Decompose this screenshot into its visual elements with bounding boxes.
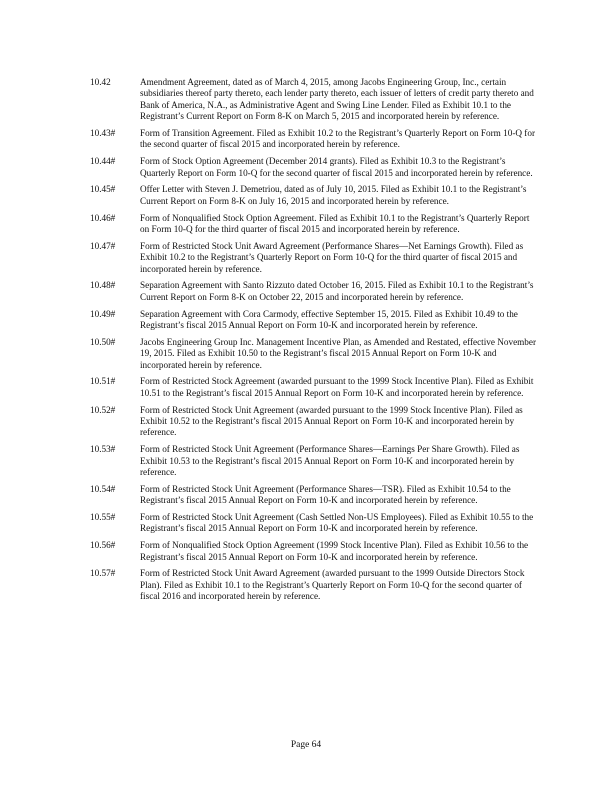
exhibit-entry <box>90 405 540 439</box>
exhibit-description: Form of Restricted Stock Unit Award Agreement (awarded pursuant to the 1999 Outside Directors Stock Plan). Filed as Exhibit 10.1 to the Registrant’s Quarterly Report on Form 10-Q for the second quarter of fiscal 2016 and incorporated herein by reference. <box>140 568 525 602</box>
exhibit-number: 10.57# <box>90 568 116 579</box>
exhibit-description: Form of Restricted Stock Unit Agreement (Performance Shares—Earnings Per Share Growth). Filed as Exhibit 10.53 to the Registrant’s fiscal 2015 Annual Report on Form 10-K and incorporated herein by reference. <box>140 444 520 478</box>
exhibit-entry <box>90 280 540 303</box>
exhibit-number: 10.52# <box>90 404 116 415</box>
exhibit-entry <box>90 77 540 123</box>
exhibit-number: 10.46# <box>90 212 116 223</box>
exhibit-description: Form of Nonqualified Stock Option Agreement (1999 Stock Incentive Plan). Filed as Exhibit 10.56 to the Registrant’s fiscal 2015 Annual Report on Form 10-K and incorporated herein by reference. <box>140 540 529 562</box>
exhibit-entry <box>90 213 540 236</box>
exhibit-entry <box>90 337 540 371</box>
exhibit-description: Offer Letter with Steven J. Demetriou, dated as of July 10, 2015. Filed as Exhibit 10.1 to the Registrant’s Current Report on Form 8-K on July 16, 2015 and incorporated herein by reference. <box>140 184 527 206</box>
exhibit-entry <box>90 376 540 399</box>
exhibit-entry <box>90 309 540 332</box>
exhibit-description: Form of Restricted Stock Unit Agreement (Performance Shares—TSR). Filed as Exhibit 10.54 to the Registrant’s fiscal 2015 Annual Report on Form 10-K and incorporated herein by reference. <box>140 483 511 506</box>
exhibit-description: Separation Agreement with Cora Carmody, effective September 15, 2015. Filed as Exhibit 10.49 to the Registrant’s fiscal 2015 Annual Report on Form 10-K and incorporated herein by reference. <box>140 308 518 331</box>
exhibit-description: Form of Restricted Stock Unit Agreement (awarded pursuant to the 1999 Stock Incentive Plan). Filed as Exhibit 10.52 to the Registrant’s fiscal 2015 Annual Report on Form 10-K and incorporated herein by reference. <box>140 404 523 438</box>
exhibit-entry <box>90 444 540 478</box>
exhibit-description: Separation Agreement with Santo Rizzuto dated October 16, 2015. Filed as Exhibit 10.1 to the Registrant’s Current Report on Form 8-K on October 22, 2015 and incorporated herein by reference. <box>140 280 534 302</box>
page-number: Page 64 <box>290 740 322 750</box>
exhibit-description: Amendment Agreement, dated as of March 4, 2015, among Jacobs Engineering Group, Inc., certain subsidiaries thereof party thereto, each lender party thereto, each issuer of letters of credit party thereto and Bank of America, N.A., as Administrative Agent and Swing Line Lender. Filed as Exhibit 10.1 to the Registrant’s Current Report on Form 8-K on March 5, 2015 and incorporated herein by reference. <box>140 77 534 122</box>
exhibit-entry <box>90 156 540 179</box>
exhibit-number: 10.48# <box>90 280 116 291</box>
exhibit-description: Form of Restricted Stock Unit Agreement (Cash Settled Non-US Employees). Filed as Exhibit 10.55 to the Registrant’s fiscal 2015 Annual Report on Form 10-K and incorporated herein by reference. <box>140 512 534 534</box>
exhibit-entry <box>90 241 540 275</box>
exhibit-number: 10.43# <box>90 128 116 139</box>
exhibit-entry <box>90 568 540 602</box>
exhibit-number: 10.51# <box>90 376 116 387</box>
exhibit-list <box>90 77 540 608</box>
exhibit-description: Jacobs Engineering Group Inc. Management Incentive Plan, as Amended and Restated, effective November 19, 2015. Filed as Exhibit 10.50 to the Registrant’s fiscal 2015 Annual Report on Form 10-K and incorporated herein by reference. <box>140 336 537 370</box>
exhibit-description: Form of Transition Agreement. Filed as Exhibit 10.2 to the Registrant’s Quarterly Report on Form 10-Q for the second quarter of fiscal 2015 and incorporated herein by reference. <box>140 128 536 150</box>
exhibit-number: 10.56# <box>90 540 116 551</box>
exhibit-description: Form of Restricted Stock Unit Award Agreement (Performance Shares—Net Earnings Growth). Filed as Exhibit 10.2 to the Registrant’s Quarterly Report on Form 10-Q for the third quarter of fiscal 2015 and incorporated herein by reference. <box>140 240 524 274</box>
exhibit-entry <box>90 540 540 563</box>
exhibit-number: 10.50# <box>90 336 116 347</box>
exhibit-entry <box>90 512 540 535</box>
exhibit-number: 10.54# <box>90 483 116 494</box>
exhibit-description: Form of Stock Option Agreement (December 2014 grants). Filed as Exhibit 10.3 to the Registrant’s Quarterly Report on Form 10-Q for the second quarter of fiscal 2015 and incorporated herein by reference. <box>140 156 533 178</box>
exhibit-number: 10.44# <box>90 156 116 167</box>
exhibit-number: 10.42 <box>90 77 111 87</box>
exhibit-number: 10.53# <box>90 444 116 455</box>
exhibit-entry <box>90 128 540 151</box>
exhibit-entry <box>90 184 540 207</box>
exhibit-entry <box>90 484 540 507</box>
exhibit-number: 10.47# <box>90 240 116 251</box>
exhibit-description: Form of Restricted Stock Agreement (awarded pursuant to the 1999 Stock Incentive Plan). Filed as Exhibit 10.51 to the Registrant’s fiscal 2015 Annual Report on Form 10-K and incorporated herein by reference. <box>140 376 534 398</box>
exhibit-description: Form of Nonqualified Stock Option Agreement. Filed as Exhibit 10.1 to the Registrant’s Quarterly Report on Form 10-Q for the third quarter of fiscal 2015 and incorporated herein by reference. <box>140 212 530 235</box>
exhibit-number: 10.45# <box>90 184 116 195</box>
exhibit-number: 10.55# <box>90 512 116 523</box>
exhibit-number: 10.49# <box>90 308 116 319</box>
